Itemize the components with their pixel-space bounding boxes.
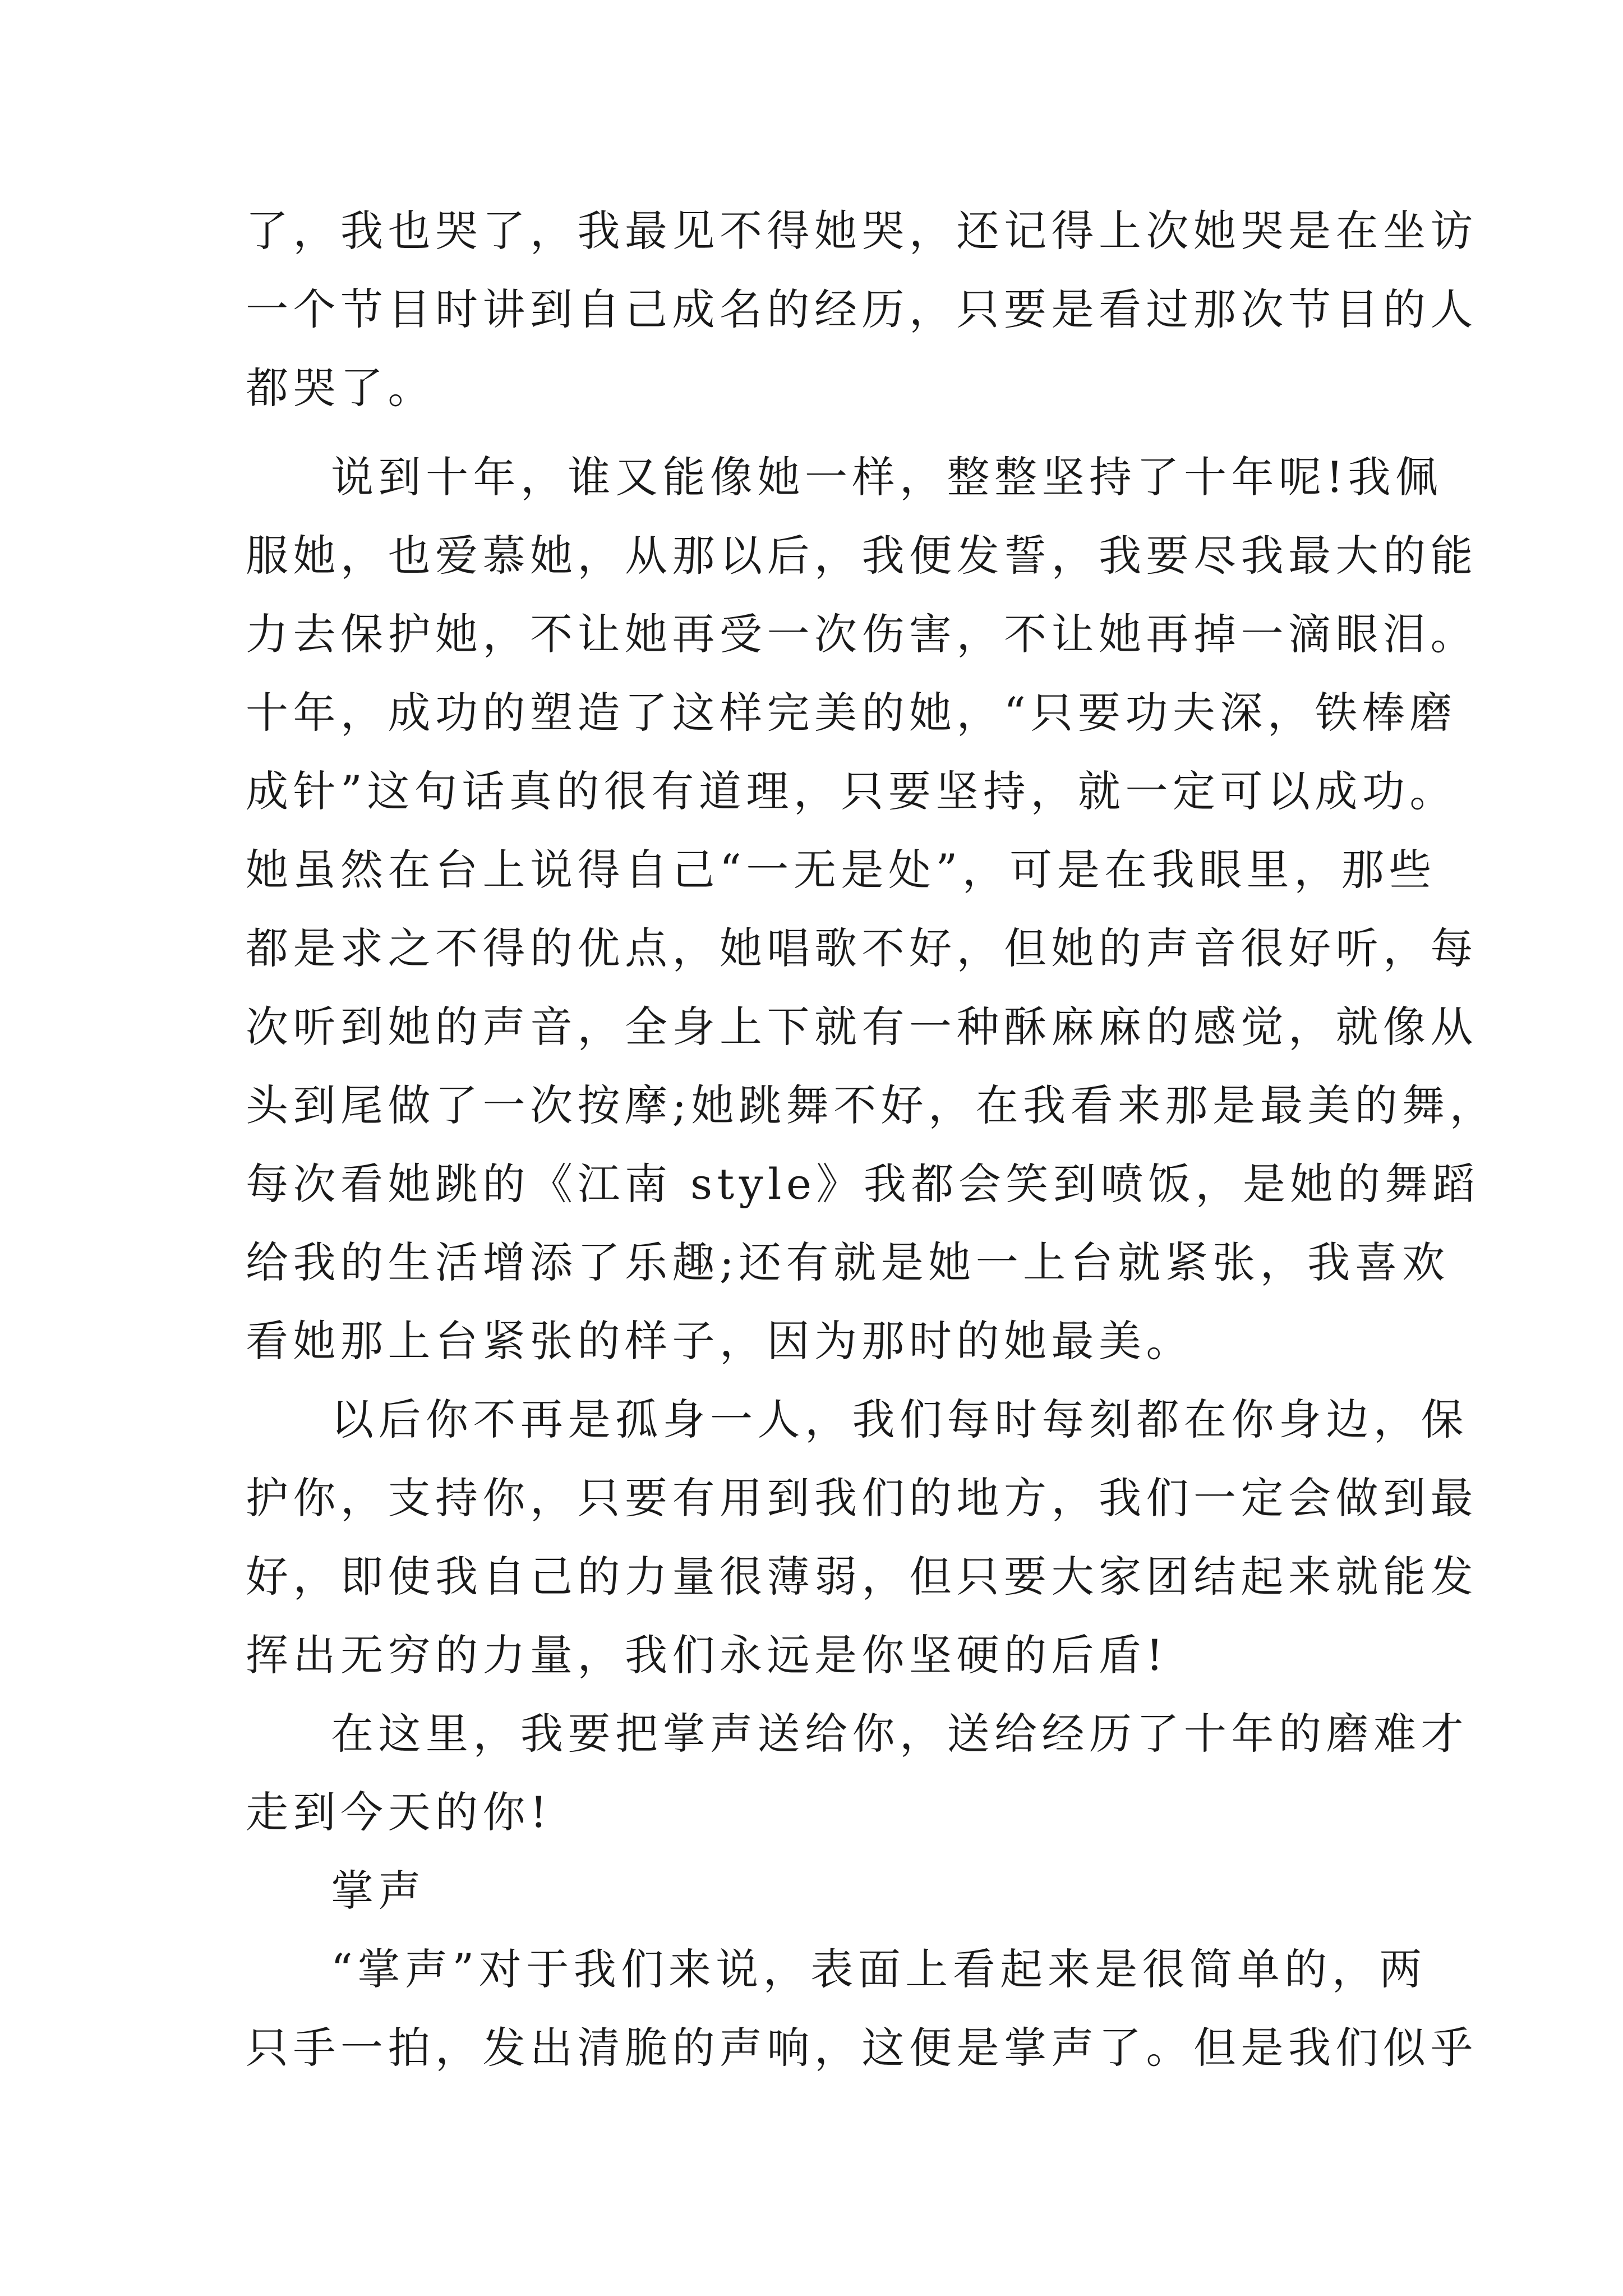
text-line: “掌声”对于我们来说，表面上看起来是很简单的，两 (331, 1944, 1427, 1994)
text-line: 都哭了。 (246, 363, 435, 413)
text-line: 次听到她的声音，全身上下就有一种酥麻麻的感觉，就像从 (246, 1002, 1478, 1052)
text-line: 了，我也哭了，我最见不得她哭，还记得上次她哭是在坐访 (246, 206, 1478, 256)
text-line: 十年，成功的塑造了这样完美的她，“只要功夫深，铁棒磨 (246, 688, 1457, 738)
text-line: 只手一拍，发出清脆的声响，这便是掌声了。但是我们似乎 (246, 2023, 1478, 2073)
text-line: 走到今天的你! (246, 1787, 552, 1837)
text-line: 她虽然在台上说得自己“一无是处”，可是在我眼里，那些 (246, 845, 1436, 895)
text-line: 都是求之不得的优点，她唱歌不好，但她的声音很好听，每 (246, 923, 1478, 973)
text-line: 服她，也爱慕她，从那以后，我便发誓，我要尽我最大的能 (246, 531, 1478, 581)
text-line: 以后你不再是孤身一人，我们每时每刻都在你身边，保 (331, 1395, 1468, 1444)
text-line: 好，即使我自己的力量很薄弱，但只要大家团结起来就能发 (246, 1552, 1478, 1602)
text-line: 力去保护她，不让她再受一次伤害，不让她再掉一滴眼泪。 (246, 609, 1478, 659)
text-line: 护你，支持你，只要有用到我们的地方，我们一定会做到最 (246, 1473, 1478, 1523)
section-heading: 掌声 (331, 1866, 426, 1916)
text-line: 说到十年，谁又能像她一样，整整坚持了十年呢!我佩 (331, 452, 1443, 502)
text-line: 头到尾做了一次按摩;她跳舞不好，在我看来那是最美的舞， (246, 1080, 1497, 1130)
text-line: 每次看她跳的《江南 style》我都会笑到喷饭，是她的舞蹈 (246, 1159, 1480, 1209)
text-line: 一个节目时讲到自己成名的经历，只要是看过那次节目的人 (246, 284, 1478, 334)
text-line: 在这里，我要把掌声送给你，送给经历了十年的磨难才 (331, 1709, 1468, 1759)
text-line: 成针”这句话真的很有道理，只要坚持，就一定可以成功。 (246, 766, 1457, 816)
text-line: 挥出无穷的力量，我们永远是你坚硬的后盾! (246, 1630, 1168, 1680)
text-line: 给我的生活增添了乐趣;还有就是她一上台就紧张，我喜欢 (246, 1237, 1450, 1287)
text-line: 看她那上台紧张的样子，因为那时的她最美。 (246, 1316, 1193, 1366)
